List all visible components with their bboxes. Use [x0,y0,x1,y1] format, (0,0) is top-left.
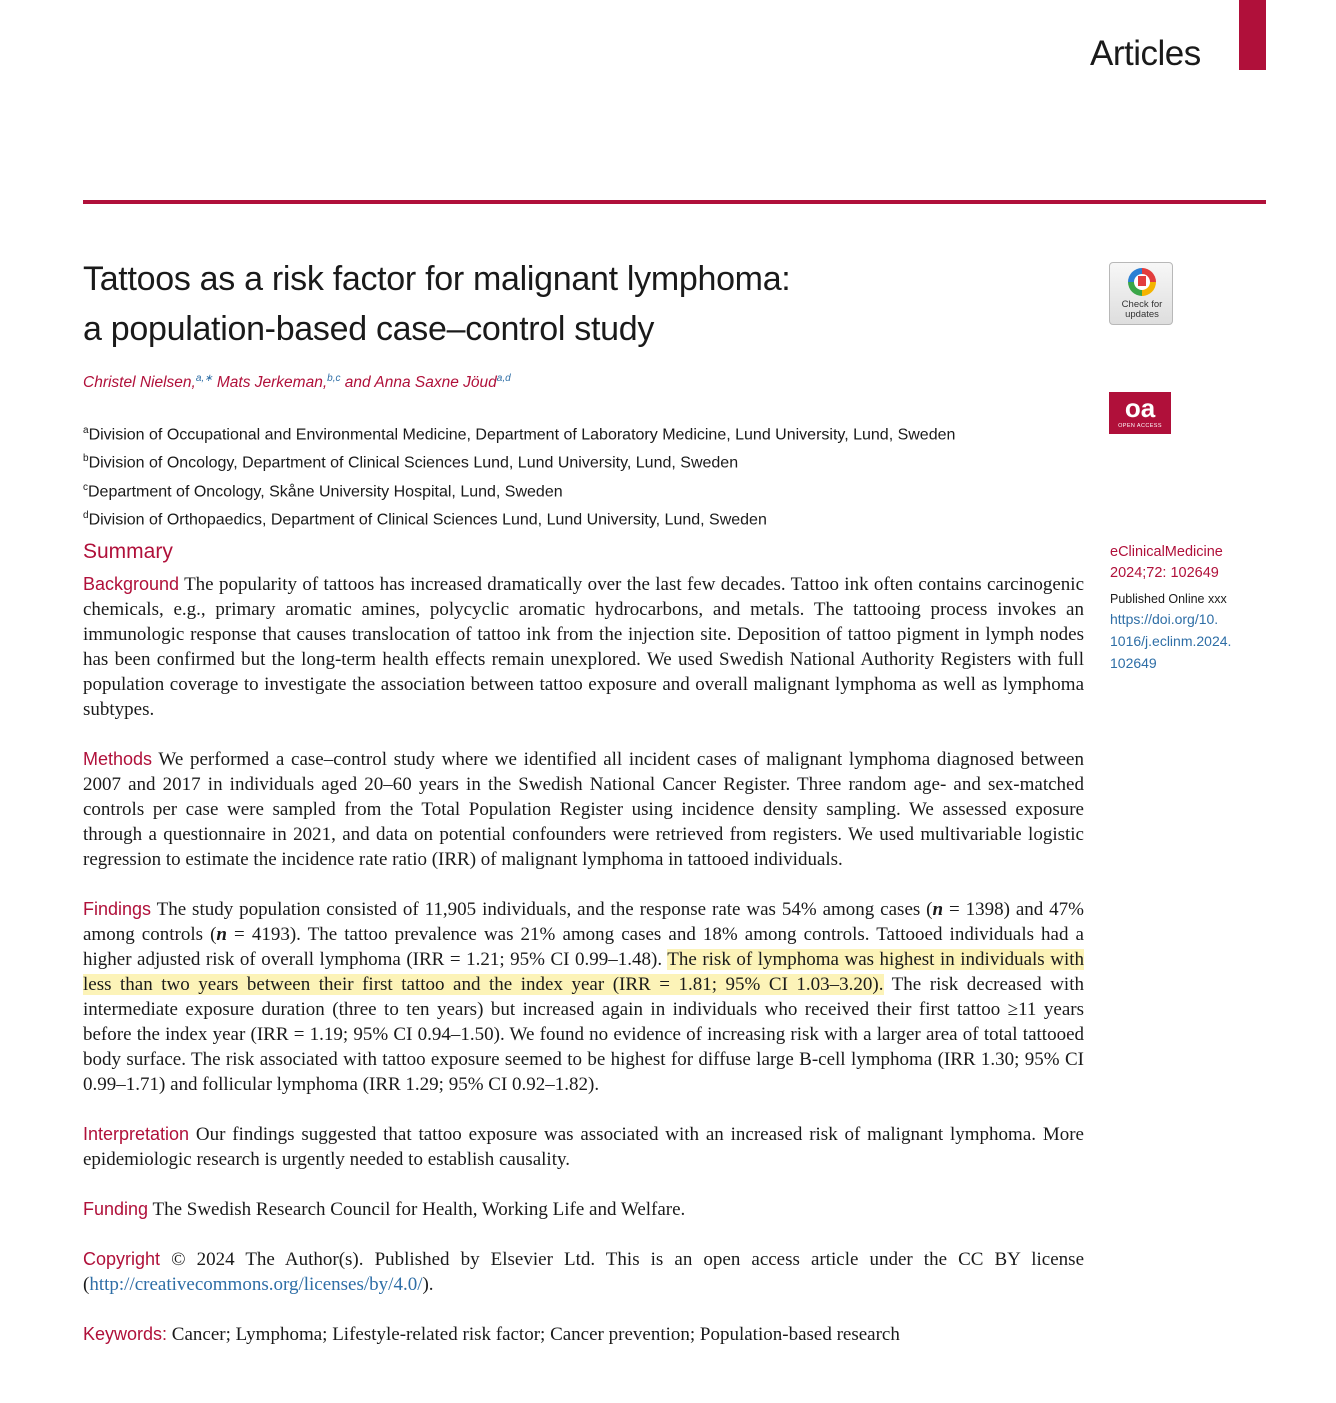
check-for-updates-badge[interactable] [1109,262,1173,325]
affiliation-item [83,476,955,504]
affiliation-text: Division of Oncology, Department of Clinical Sciences Lund, Lund University, Lund, Sweden [88,454,739,472]
open-access-logo-text: oa [1124,393,1156,423]
journal-name: eClinicalMedicine [1110,544,1223,560]
license-link[interactable]: http://creativecommons.org/licenses/by/4.0/ [89,1274,423,1295]
funding-paragraph [83,1197,1084,1222]
affiliation-list [83,419,955,532]
methods-label: Methods [83,749,153,769]
section-label: Articles [1090,34,1201,73]
funding-text: The Swedish Research Council for Health, Working Life and Welfare. [148,1199,686,1220]
findings-paragraph [83,897,1084,1097]
summary-body [83,572,1084,1372]
findings-text: = 1398) and 47% among controls ( [83,899,1084,945]
affiliation-item [83,504,955,532]
doi-line[interactable]: 1016/j.eclinm.2024. [1110,633,1232,649]
doi-link[interactable] [1110,608,1260,674]
copyright-text: © 2024 The Author(s). Published by Elsevier Ltd. This is an open access article under the CC BY license ( [83,1249,1084,1295]
header-rule [83,200,1266,204]
affiliation-item [83,447,955,475]
methods-paragraph [83,747,1084,872]
bookmark-icon [1138,276,1146,286]
published-online: Published Online xxx [1110,592,1227,606]
interpretation-text: Our findings suggested that tattoo exposure was associated with an increased risk of malignant lymphoma. More epidemiologic research is urgently needed to establish causality. [83,1124,1084,1170]
crossmark-label-line: updates [1125,309,1159,320]
affiliation-text: Department of Oncology, Skåne University Hospital, Lund, Sweden [88,482,563,500]
crossmark-label-line: Check for [1121,299,1163,310]
article-meta-sidebar [1110,542,1260,674]
summary-heading: Summary [83,540,173,563]
background-label: Background [83,574,180,594]
affiliation-text: Division of Occupational and Environmental Medicine, Department of Laboratory Medicine, Lund University, Lund, Sweden [88,426,956,444]
crossmark-label [1110,300,1174,320]
affiliation-mark: c [83,481,88,493]
funding-label: Funding [83,1199,149,1219]
findings-text: The study population consisted of 11,905 individuals, and the response rate was 54% among cases ( [151,899,933,920]
copyright-paragraph [83,1247,1084,1297]
affiliation-mark: b [83,453,89,465]
doi-line[interactable]: 102649 [1110,655,1157,671]
affiliation-mark: a [83,425,89,436]
findings-text: The risk decreased with intermediate exposure duration (three to ten years) but increased again in individuals who received their first tattoo ≥11 years before the index year (IRR = 1.19; 95% CI 0.94–1.50). We found no evidence of increasing risk with a larger area of total tattooed body surface. The risk associated with tattoo exposure seemed to be highest for diffuse large B-cell lymphoma (IRR 1.30; 95% CI 0.99–1.71) and follicular lymphoma (IRR 1.29; 95% CI 0.92–1.82). [83,974,1084,1095]
affiliation-text: Division of Orthopaedics, Department of Clinical Sciences Lund, Lund University, Lund, Sweden [88,511,767,529]
author-affiliation-mark[interactable]: a,∗ [195,373,213,384]
doi-line[interactable]: https://doi.org/10. [1110,611,1219,627]
copyright-label: Copyright [83,1249,161,1269]
interpretation-label: Interpretation [83,1124,190,1144]
author-name[interactable]: Mats Jerkeman, [212,374,328,392]
methods-text: We performed a case–control study where we identified all incident cases of malignant lymphoma diagnosed between 2007 and 2017 in individuals aged 20–60 years in the Swedish National Cancer Register. Three random age- and sex-matched controls per case were sampled from the Total Population Register using incidence density sampling. We assessed exposure through a questionnaire in 2021, and data on potential confounders were retrieved from registers. We used multivariable logistic regression to estimate the incidence rate ratio (IRR) of malignant lymphoma in tattooed individuals. [83,749,1084,870]
interpretation-paragraph [83,1122,1084,1172]
findings-label: Findings [83,899,152,919]
open-access-badge [1109,392,1171,434]
findings-text: = 4193). The tattoo prevalence was 21% among cases and 18% among controls. Tattooed individuals had a higher adjusted risk of overall lymphoma (IRR = 1.21; 95% CI 0.99–1.48). [83,924,1084,970]
background-paragraph [83,572,1084,722]
keywords-paragraph [83,1322,1084,1347]
copyright-end: ). [422,1274,434,1295]
background-text: The popularity of tattoos has increased dramatically over the last few decades. Tattoo ink often contains carcinogenic chemicals, e.g., primary aromatic amines, polycyclic aromatic hydrocarbons, and metals. The tattooing process invokes an immunologic response that causes translocation of tattoo ink from the injection site. Deposition of tattoo pigment in lymph nodes has been confirmed but the long-term health effects remain unexplored. We used Swedish National Authority Registers with full population coverage to investigate the association between tattoo exposure and overall malignant lymphoma as well as lymphoma subtypes. [83,574,1084,720]
author-name[interactable]: Christel Nielsen, [83,374,196,392]
title-line-2: a population-based case–control study [83,310,655,348]
n-symbol: n [932,899,944,920]
affiliation-item [83,419,955,447]
journal-citation [1110,542,1260,584]
keywords-label: Keywords: [83,1324,168,1344]
author-list [83,373,511,392]
journal-volume: 2024;72: 102649 [1110,565,1219,581]
author-name[interactable]: and Anna Saxne Jöud [340,374,497,392]
author-affiliation-mark[interactable]: a,d [496,373,511,384]
keywords-text: Cancer; Lymphoma; Lifestyle-related risk factor; Cancer prevention; Population-based research [167,1324,900,1345]
author-affiliation-mark[interactable]: b,c [327,373,341,384]
highlighted-finding: The risk of lymphoma was highest in individuals with less than two years between their first tattoo and the index year (IRR = 1.81; 95% CI 1.03–3.20). [83,949,1084,995]
title-line-1: Tattoos as a risk factor for malignant lymphoma: [83,260,791,298]
open-access-label: OPEN ACCESS [1118,423,1162,429]
article-title [83,254,1083,354]
n-symbol: n [216,924,227,945]
section-color-tab [1239,0,1266,70]
affiliation-mark: d [83,509,89,521]
